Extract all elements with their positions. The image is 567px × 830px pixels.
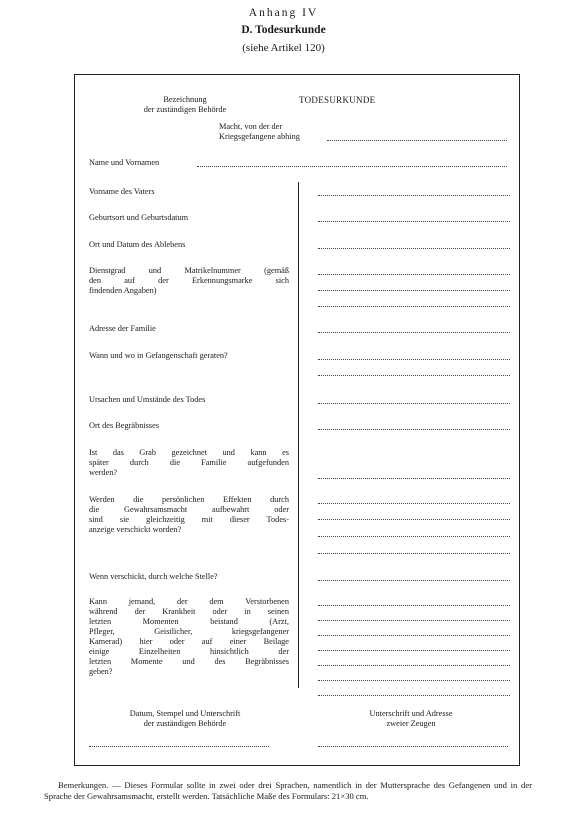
detaining-power-line1: Macht, von der der: [219, 122, 283, 131]
authority-signature-line1: Datum, Stempel und Unterschrift: [129, 709, 241, 718]
field-label-line: Geburtsort und Geburtsdatum: [89, 213, 189, 222]
field-label-line: während der Krankheit oder in seinen: [89, 607, 289, 616]
field-answer-line[interactable]: [318, 519, 510, 520]
field-label-line: die Gewahrsamsmacht aufbewahrt oder: [89, 505, 289, 514]
field-label: [89, 395, 289, 405]
authority-designation-label: [85, 95, 285, 115]
field-answer-line[interactable]: [318, 332, 510, 333]
field-answer-line[interactable]: [318, 695, 510, 696]
field-label-line: Dienstgrad und Matrikelnummer (gemäß: [89, 266, 289, 275]
field-label: [89, 187, 289, 197]
field-answer-line[interactable]: [318, 650, 510, 651]
authority-designation-line2: der zuständigen Behörde: [143, 105, 227, 114]
field-answer-line[interactable]: [318, 274, 510, 275]
field-answer-line[interactable]: [318, 503, 510, 504]
field-label-line: Kann jemand, der dem Verstorbenen: [89, 597, 289, 606]
witnesses-signature-line1: Unterschrift und Adresse: [369, 709, 453, 718]
field-label: [89, 266, 289, 296]
authority-signature-line2: der zuständigen Behörde: [143, 719, 227, 728]
field-label-line: Ort und Datum des Ablebens: [89, 240, 186, 249]
field-label-line: Ort des Begräbnisses: [89, 421, 160, 430]
field-label-line: Wann und wo in Gefangenschaft geraten?: [89, 351, 228, 360]
detaining-power-answer-line[interactable]: [327, 140, 507, 141]
field-answer-line[interactable]: [318, 605, 510, 606]
field-answer-line[interactable]: [318, 195, 510, 196]
full-name-label: Name und Vornamen: [89, 158, 160, 167]
field-answer-line[interactable]: [318, 553, 510, 554]
field-answer-line[interactable]: [318, 290, 510, 291]
field-label-line: Ursachen und Umstände des Todes: [89, 395, 206, 404]
authority-signature-label: [85, 709, 285, 729]
field-answer-line[interactable]: [318, 536, 510, 537]
field-label: [89, 597, 289, 677]
field-label-line: sind sie gleichzeitig mit dieser Todes-: [89, 515, 289, 524]
death-certificate-form: [74, 74, 520, 766]
field-label-line: den auf der Erkennungsmarke sich: [89, 276, 289, 285]
field-label: [89, 324, 289, 334]
field-label-line: Pfleger, Geistlicher, kriegsgefangener: [89, 627, 289, 636]
field-label: [89, 213, 289, 223]
witnesses-signature-line[interactable]: [318, 746, 508, 747]
field-label-line: geben?: [89, 667, 113, 676]
field-label: [89, 351, 289, 361]
field-label-line: Werden die persönlichen Effekten durch: [89, 495, 289, 504]
field-label-line: letzten Momenten beistand (Arzt,: [89, 617, 289, 626]
detaining-power-label: [219, 122, 300, 142]
field-label-line: Kamerad) hier oder auf einer Beilage: [89, 637, 289, 646]
field-label-line: Ist das Grab gezeichnet und kann es: [89, 448, 289, 457]
field-label: [89, 572, 289, 582]
column-divider: [298, 182, 299, 688]
field-answer-line[interactable]: [318, 221, 510, 222]
article-reference: (siehe Artikel 120): [242, 42, 325, 54]
field-answer-line[interactable]: [318, 403, 510, 404]
field-answer-line[interactable]: [318, 665, 510, 666]
field-label-line: Adresse der Familie: [89, 324, 156, 333]
field-label-line: Vorname des Vaters: [89, 187, 155, 196]
field-label-line: letzten Momente und des Begräbnisses: [89, 657, 289, 666]
field-answer-line[interactable]: [318, 580, 510, 581]
field-answer-line[interactable]: [318, 429, 510, 430]
remarks-paragraph: Bemerkungen. — Dieses Formular sollte in zwei oder drei Sprachen, namentlich in der Muttersprache des Gefangenen und in der Sprache der Gewahrsamsmacht, erstellt werden. Tatsächliche Maße des Formulars: 21×30 cm.: [44, 780, 532, 801]
full-name-answer-line[interactable]: [197, 166, 507, 167]
field-label: [89, 421, 289, 431]
witnesses-signature-line2: zweier Zeugen: [386, 719, 436, 728]
detaining-power-line2: Kriegsgefangene abhing: [219, 132, 300, 141]
field-answer-line[interactable]: [318, 635, 510, 636]
field-answer-line[interactable]: [318, 248, 510, 249]
witnesses-signature-label: [311, 709, 511, 729]
annex-heading: Anhang IV: [248, 7, 319, 19]
authority-signature-line[interactable]: [89, 746, 269, 747]
field-answer-line[interactable]: [318, 359, 510, 360]
field-label-line: Wenn verschickt, durch welche Stelle?: [89, 572, 218, 581]
form-title: TODESURKUNDE: [299, 95, 376, 105]
authority-designation-line1: Bezeichnung: [163, 95, 207, 104]
field-answer-line[interactable]: [318, 620, 510, 621]
field-label-line: findenden Angaben): [89, 286, 157, 295]
field-label-line: einige Einzelheiten hinsichtlich der: [89, 647, 289, 656]
field-answer-line[interactable]: [318, 680, 510, 681]
field-answer-line[interactable]: [318, 375, 510, 376]
field-label-line: werden?: [89, 468, 118, 477]
field-label: [89, 240, 289, 250]
field-label: [89, 448, 289, 478]
document-title: D. Todesurkunde: [241, 24, 326, 36]
field-label: [89, 495, 289, 535]
field-answer-line[interactable]: [318, 478, 510, 479]
field-label-line: anzeige verschickt worden?: [89, 525, 182, 534]
field-answer-line[interactable]: [318, 306, 510, 307]
field-label-line: später durch die Familie aufgefunden: [89, 458, 289, 467]
